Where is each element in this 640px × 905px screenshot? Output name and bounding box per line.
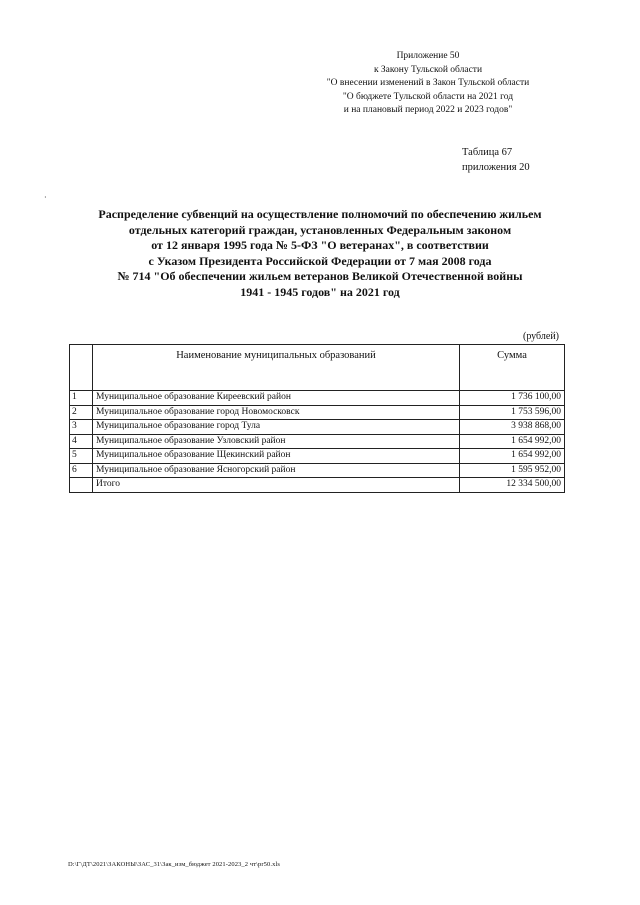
title-line: с Указом Президента Российской Федерации от 7 мая 2008 года bbox=[148, 253, 492, 268]
appendix-line: к Закону Тульской области bbox=[373, 64, 483, 75]
appendix-line: и на плановый период 2022 и 2023 годов" bbox=[343, 105, 513, 115]
row-number: 1 bbox=[70, 391, 93, 406]
title-line: 1941 - 1945 годов" на 2021 год bbox=[240, 284, 400, 299]
table-row bbox=[70, 391, 565, 406]
total-sum: 12 334 500,00 bbox=[460, 478, 565, 493]
table-header-row bbox=[70, 345, 565, 391]
appendix-line: Приложение 50 bbox=[396, 51, 460, 61]
total-number bbox=[70, 478, 93, 493]
total-label: Итого bbox=[93, 478, 460, 493]
row-number: 4 bbox=[70, 434, 93, 449]
header-sum: Сумма bbox=[460, 345, 565, 391]
title-line: от 12 января 1995 года № 5-ФЗ "О ветеранах", в соответствии bbox=[151, 238, 489, 252]
table-total-row bbox=[70, 478, 565, 493]
title-line: Распределение субвенций на осуществление полномочий по обеспечению жильем bbox=[98, 207, 542, 221]
table-row bbox=[70, 420, 565, 435]
row-name: Муниципальное образование Узловский район bbox=[93, 434, 460, 449]
table-number: Таблица 67 bbox=[462, 147, 513, 158]
row-number: 5 bbox=[70, 449, 93, 464]
header-number bbox=[70, 345, 93, 391]
row-sum: 1 736 100,00 bbox=[460, 391, 565, 406]
subsidy-table bbox=[69, 344, 565, 493]
row-sum: 3 938 868,00 bbox=[460, 420, 565, 435]
row-name: Муниципальное образование Ясногорский район bbox=[93, 463, 460, 478]
row-name: Муниципальное образование город Тула bbox=[93, 420, 460, 435]
appendix-line: "О бюджете Тульской области на 2021 год bbox=[342, 91, 514, 102]
table-row bbox=[70, 434, 565, 449]
appendix-header bbox=[298, 50, 558, 118]
title-line: № 714 "Об обеспечении жильем ветеранов Великой Отечественной войны bbox=[117, 269, 523, 283]
table-reference bbox=[462, 145, 530, 175]
header-name: Наименование муниципальных образований bbox=[93, 345, 460, 391]
row-number: 2 bbox=[70, 405, 93, 420]
row-sum: 1 753 596,00 bbox=[460, 405, 565, 420]
row-sum: 1 654 992,00 bbox=[460, 449, 565, 464]
document-title bbox=[60, 207, 580, 300]
title-line: отдельных категорий граждан, установленных Федеральным законом bbox=[128, 222, 512, 237]
table-appendix: приложения 20 bbox=[462, 162, 530, 173]
row-name: Муниципальное образование город Новомосковск bbox=[93, 405, 460, 420]
appendix-line: "О внесении изменений в Закон Тульской области bbox=[326, 78, 530, 88]
table-row bbox=[70, 405, 565, 420]
row-number: 6 bbox=[70, 463, 93, 478]
row-sum: 1 654 992,00 bbox=[460, 434, 565, 449]
file-path-footer: D:\Г\ДТ\2021\ЗАКОНЫ\ЗАС_31\Зак_изм_бюджет 2021-2023_2 чт\pr50.xls bbox=[68, 861, 280, 868]
row-number: 3 bbox=[70, 420, 93, 435]
table-row bbox=[70, 463, 565, 478]
table-row bbox=[70, 449, 565, 464]
row-sum: 1 595 952,00 bbox=[460, 463, 565, 478]
scan-mark: · bbox=[44, 193, 47, 202]
row-name: Муниципальное образование Щекинский район bbox=[93, 449, 460, 464]
units-label: (рублей) bbox=[522, 331, 559, 342]
row-name: Муниципальное образование Киреевский район bbox=[93, 391, 460, 406]
